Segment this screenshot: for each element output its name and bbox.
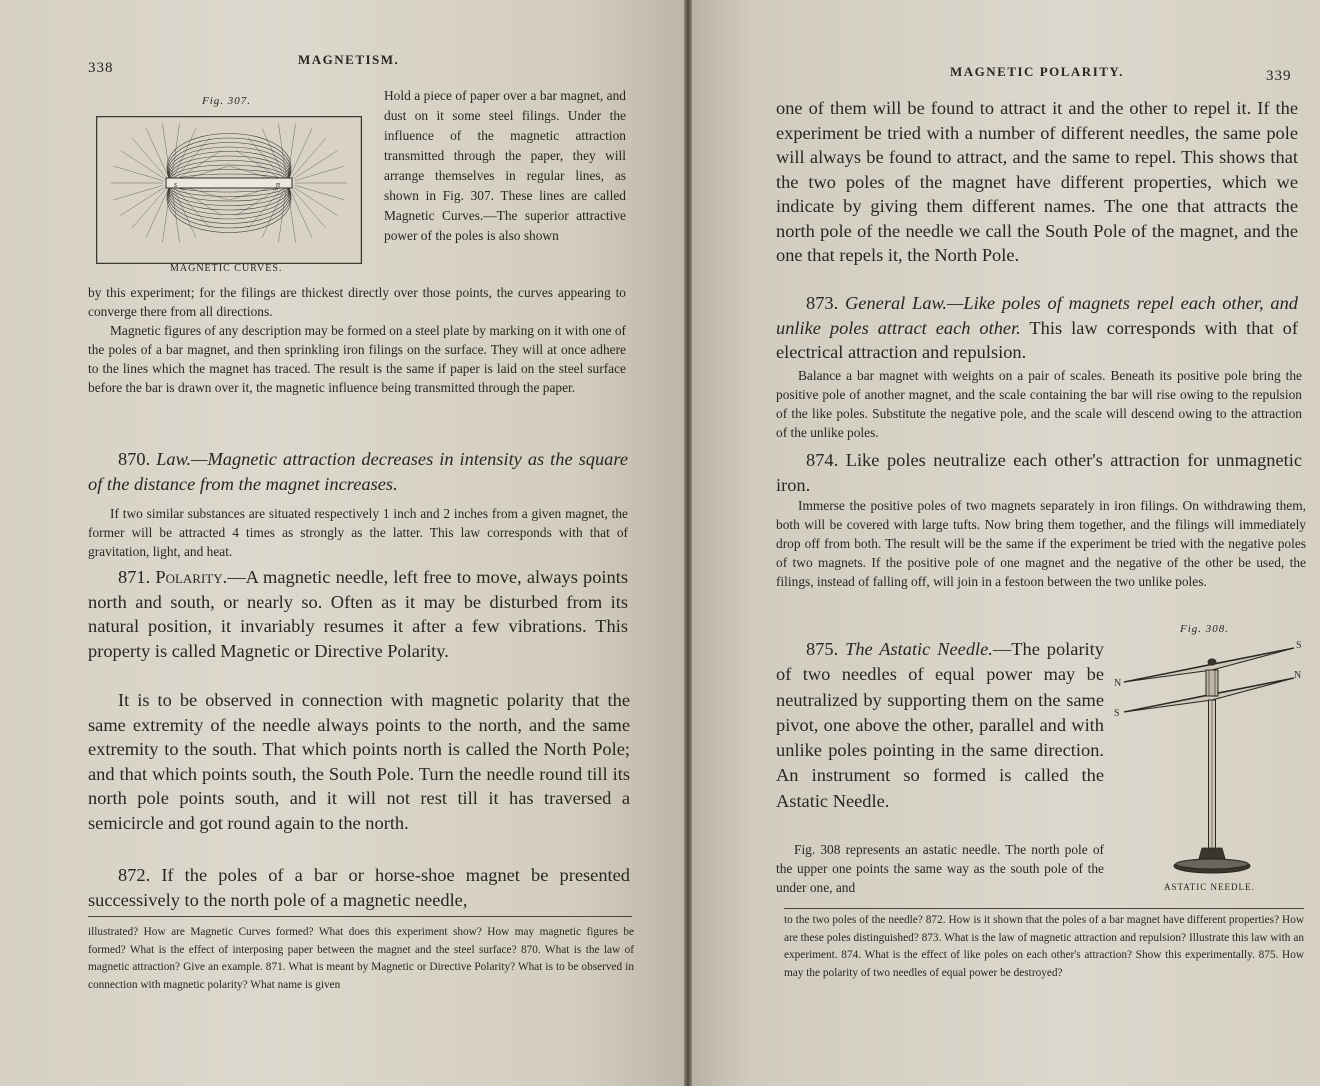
pole-label: S [1114,708,1120,719]
section-number: 872. [118,865,151,885]
section-number: 870. [118,449,151,469]
section-873 [776,291,1298,365]
pole-s-label: s [174,180,178,189]
paragraph-874: Immerse the positive poles of two magnets separately in iron filings. On withdrawing them, both will be covered with large tufts. Now bring them together, and the filings will immediately drop off from both. The result will be the same if the experiment be tried with the negative poles of two magnets. If the positive pole of one magnet and the negative of the other be used, the filings, instead of falling off, will join in a festoon between the two unlike poles. [776,498,1306,589]
pole-label: S [1296,640,1302,651]
section-870 [88,447,628,496]
figure-label: Fig. 308. [1180,623,1230,635]
section-text: If the poles of a bar or horse-shoe magnet be presented successively to the north pole of a magnetic needle, [88,865,630,910]
figure-caption: ASTATIC NEEDLE. [1164,882,1255,892]
section-text: Law.—Magnetic attraction decreases in intensity as the square of the distance from the magnet increases. [88,449,628,494]
section-874 [776,448,1302,497]
section-text: This law corresponds with that of electrical attraction and repulsion. [776,317,1298,362]
magnetic-curves-figure [96,116,362,264]
figure-caption: MAGNETIC CURVES. [170,263,283,274]
section-text: Like poles neutralize each other's attraction for unmagnetic iron. [776,450,1302,495]
footnote-rule [784,908,1304,909]
paragraph-figures: Magnetic figures of any description may be formed on a steel plate by marking on it with one of the poles of a bar magnet, and then sprinkling iron filings on the surface. They will at once adhere to the lines which the magnet has traced. The result is the same if paper is laid on the steel surface before the bar is drawn over it, the magnetic influence being transmitted through the paper. [88,323,626,395]
pole-n-label: n [276,180,280,189]
paragraph-side: Hold a piece of paper over a bar magnet, and dust on it some steel filings. Under the influence of the magnetic attraction transmitted through the paper, they will arrange themselves in regular lines, as shown in Fig. 307. These lines are called Magnetic Curves.—The superior attractive power of the poles is also shown [384,88,626,243]
section-number: 875. [806,639,839,659]
right-page [692,0,1320,1086]
questions-footnote: illustrated? How are Magnetic Curves formed? What does this experiment show? How may magnetic figures be formed? What is the effect of interposing paper between the magnet and the steel surface? 870. What is the law of magnetic attraction? Give an example. 871. What is meant by Magnetic or Directive Polarity? What is to be observed in connection with magnetic polarity? What name is given [88,926,634,991]
section-text: —The polarity of two needles of equal power may be neutralized by supporting them on the same pivot, one above the other, parallel and with unlike poles pointing in the same direction. An instrument so formed is called the Astatic Needle. [776,639,1104,811]
footnote-rule [88,916,632,917]
astatic-needle-figure [1112,636,1308,882]
questions-footnote: to the two poles of the needle? 872. How is it shown that the poles of a bar magnet have different properties? How are these poles distinguished? 873. What is the law of magnetic attraction and repulsion? Illustrate this law with an experiment. 874. What is the effect of like poles on each other's attraction? Show this experimentally. 875. How may the polarity of two needles of equal power be destroyed? [784,914,1304,979]
page-number: 339 [1266,68,1292,84]
section-number: 873. [806,293,839,313]
paragraph-871: It is to be observed in connection with magnetic polarity that the same extremity of the needle always points to the north, and the same extremity to the south. That which points north is called the North Pole; and that which points south, the South Pole. Turn the needle round till its north pole points south, and it will not rest till it has traversed a semicircle and got round again to the north. [88,690,630,833]
section-text: —A magnetic needle, left free to move, always points north and south, or nearly so. Often as it may be disturbed from its natural position, it invariably resumes it after a few vibrations. This property is called Magnetic or Directive Polarity. [88,567,629,661]
figure-label: Fig. 307. [202,95,252,107]
running-head: MAGNETISM. [298,52,400,67]
section-875 [776,637,1104,814]
paragraph-continued: one of them will be found to attract it and the other to repel it. If the experiment be tried with a number of different needles, the same pole will always be found to attract, and the same to repel. This shows that the two poles of the magnet have different properties, which we indicate by giving them different names. The one that attracts the north pole of the needle we call the South Pole of the magnet, and the one that repels it, the North Pole. [776,98,1298,265]
running-head: MAGNETIC POLARITY. [950,64,1124,79]
section-italic: The Astatic Needle. [845,639,993,659]
section-number: 871. [118,567,151,587]
section-872 [88,863,630,912]
paragraph-870: If two similar substances are situated respectively 1 inch and 2 inches from a given magnet, the former will be attracted 4 times as strongly as the latter. This law corresponds with that of gravitation, light, and heat. [88,506,628,559]
paragraph-875: Fig. 308 represents an astatic needle. The north pole of the upper one points the same way as the south pole of the under one, and [776,842,1104,895]
section-871 [88,565,628,663]
paragraph-side-continued: by this experiment; for the filings are thickest directly over those points, the curves appearing to converge there from all directions. [88,285,626,319]
pole-label: N [1294,670,1302,681]
pole-label: N [1114,678,1122,689]
section-title: Polarity. [155,567,228,587]
section-italic: General Law.—Like poles of magnets repel each other, and unlike poles attract each other. [776,293,1298,338]
section-number: 874. [806,450,839,470]
paragraph-873: Balance a bar magnet with weights on a pair of scales. Beneath its positive pole bring the positive pole of another magnet, and the scale containing the bar will rise owing to the repulsion of the like poles. Substitute the negative pole, and the scale will descend owing to the attraction of the unlike poles. [776,368,1302,440]
page-number: 338 [88,60,114,76]
book-gutter [684,0,692,1086]
